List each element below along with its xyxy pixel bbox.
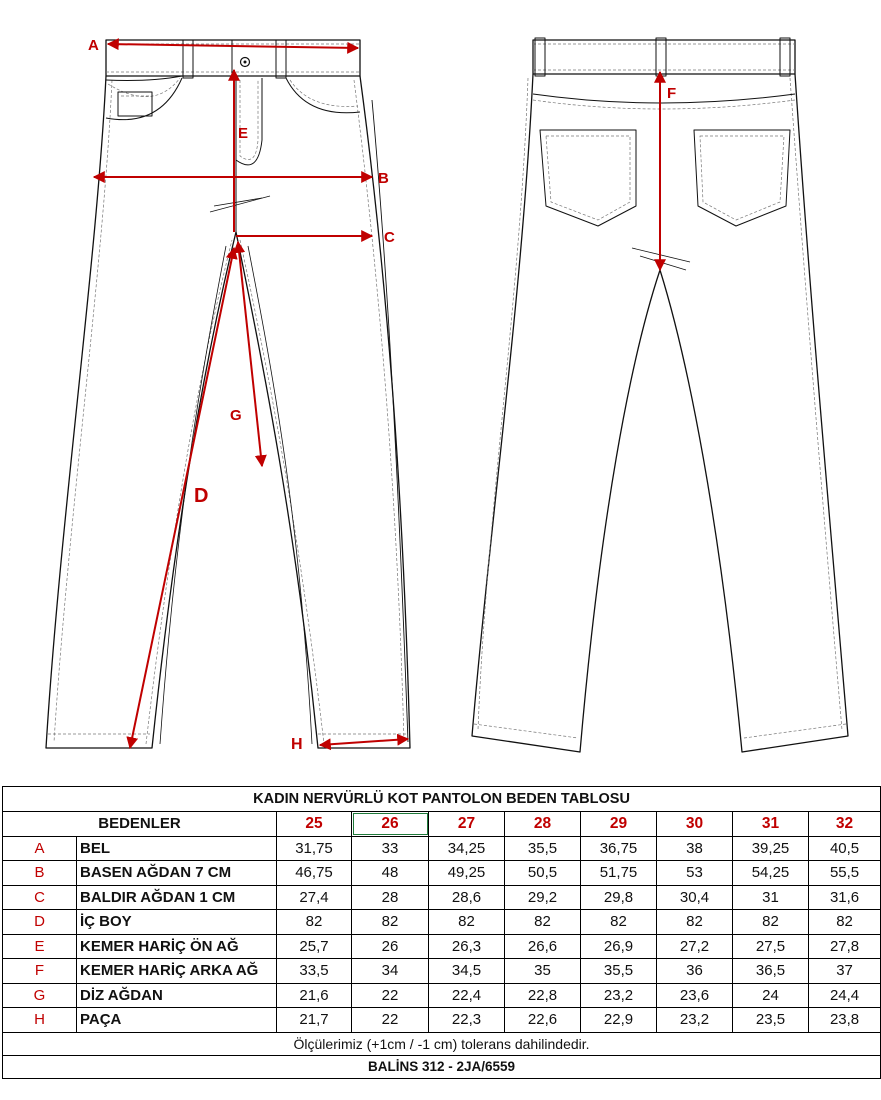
measurement-value: 22: [352, 1008, 429, 1033]
table-row: [3, 934, 881, 959]
measurement-value: 27,5: [733, 934, 809, 959]
size-header-cell: 29: [581, 812, 657, 837]
measurement-code: D: [3, 910, 77, 935]
measurement-value: 82: [429, 910, 505, 935]
table-title: KADIN NERVÜRLÜ KOT PANTOLON BEDEN TABLOSU: [3, 787, 881, 812]
back-pocket-right: [694, 130, 790, 226]
measurement-value: 24,4: [809, 983, 881, 1008]
measurement-name: BEL: [77, 836, 277, 861]
label-h: H: [291, 736, 303, 753]
measurement-value: 48: [352, 861, 429, 886]
dim-d-inseam: [130, 248, 234, 748]
measurement-value: 33: [352, 836, 429, 861]
measurement-code: H: [3, 1008, 77, 1033]
size-header-cell: 28: [505, 812, 581, 837]
back-yoke: [533, 94, 795, 103]
label-f: F: [667, 85, 677, 102]
coin-pocket: [118, 92, 152, 116]
measurement-value: 54,25: [733, 861, 809, 886]
measurement-code: B: [3, 861, 77, 886]
back-pocket-left: [540, 130, 636, 226]
measurement-value: 23,2: [657, 1008, 733, 1033]
measurement-value: 39,25: [733, 836, 809, 861]
measurement-value: 22,9: [581, 1008, 657, 1033]
measurement-value: 35: [505, 959, 581, 984]
measurement-value: 82: [277, 910, 352, 935]
measurement-name: BALDIR AĞDAN 1 CM: [77, 885, 277, 910]
measurement-value: 50,5: [505, 861, 581, 886]
measurement-value: 82: [505, 910, 581, 935]
measurement-value: 38: [657, 836, 733, 861]
dimension-lines: [94, 44, 660, 748]
measurement-value: 22,4: [429, 983, 505, 1008]
label-e: E: [238, 125, 249, 142]
measurement-code: C: [3, 885, 77, 910]
measurement-value: 21,7: [277, 1008, 352, 1033]
table-row: [3, 861, 881, 886]
dim-h-hem: [320, 739, 408, 745]
measurement-value: 53: [657, 861, 733, 886]
front-pocket-left: [106, 76, 182, 81]
size-header-cell: 32: [809, 812, 881, 837]
measurement-name: BASEN AĞDAN 7 CM: [77, 861, 277, 886]
label-d: D: [194, 485, 209, 507]
table-row: [3, 885, 881, 910]
measurement-value: 22,6: [505, 1008, 581, 1033]
size-header-cell: 31: [733, 812, 809, 837]
sizes-header-label: BEDENLER: [3, 812, 277, 837]
size-header-cell: 25: [277, 812, 352, 837]
measurement-code: A: [3, 836, 77, 861]
measurement-value: 27,2: [657, 934, 733, 959]
measurement-value: 21,6: [277, 983, 352, 1008]
measurement-name: DİZ AĞDAN: [77, 983, 277, 1008]
measurement-value: 26,6: [505, 934, 581, 959]
measurement-value: 34: [352, 959, 429, 984]
measurement-value: 36,5: [733, 959, 809, 984]
measurement-value: 27,8: [809, 934, 881, 959]
measurement-value: 28: [352, 885, 429, 910]
measurement-value: 51,75: [581, 861, 657, 886]
measurement-value: 23,8: [809, 1008, 881, 1033]
size-chart-table: [2, 786, 881, 1079]
back-waistband: [533, 40, 795, 74]
measurement-value: 40,5: [809, 836, 881, 861]
size-header-cell: 30: [657, 812, 733, 837]
measurement-value: 82: [352, 910, 429, 935]
measurement-value: 30,4: [657, 885, 733, 910]
measurement-value: 24: [733, 983, 809, 1008]
measurement-code: F: [3, 959, 77, 984]
table-row: [3, 959, 881, 984]
product-code: BALİNS 312 - 2JA/6559: [3, 1055, 881, 1078]
size-header-row: [3, 812, 881, 837]
measurement-value: 27,4: [277, 885, 352, 910]
size-header-cell: 27: [429, 812, 505, 837]
measurement-value: 34,5: [429, 959, 505, 984]
measurement-value: 82: [657, 910, 733, 935]
measurement-value: 22,8: [505, 983, 581, 1008]
measurement-value: 82: [733, 910, 809, 935]
measurement-name: PAÇA: [77, 1008, 277, 1033]
dim-a-waist: [108, 44, 358, 48]
measurement-value: 31: [733, 885, 809, 910]
front-pocket-right: [286, 78, 360, 113]
measurement-code: E: [3, 934, 77, 959]
measurement-value: 26,9: [581, 934, 657, 959]
measurement-value: 34,25: [429, 836, 505, 861]
table-row: [3, 910, 881, 935]
measurement-value: 29,2: [505, 885, 581, 910]
measurement-value: 35,5: [505, 836, 581, 861]
measurement-value: 29,8: [581, 885, 657, 910]
measurement-value: 82: [581, 910, 657, 935]
measurement-value: 33,5: [277, 959, 352, 984]
measurement-value: 23,2: [581, 983, 657, 1008]
tolerance-note: Ölçülerimiz (+1cm / -1 cm) tolerans dahilindedir.: [3, 1032, 881, 1055]
table-row: [3, 983, 881, 1008]
measurement-value: 26,3: [429, 934, 505, 959]
measurement-value: 23,5: [733, 1008, 809, 1033]
measurement-name: İÇ BOY: [77, 910, 277, 935]
measurement-value: 36: [657, 959, 733, 984]
dimension-labels: [88, 37, 676, 753]
measurement-value: 31,75: [277, 836, 352, 861]
label-b: B: [378, 170, 389, 187]
measurement-value: 31,6: [809, 885, 881, 910]
dim-g-knee: [238, 242, 262, 466]
table-row: [3, 1008, 881, 1033]
front-view: [46, 40, 410, 748]
label-g: G: [230, 407, 242, 424]
measurement-value: 46,75: [277, 861, 352, 886]
label-c: C: [384, 229, 395, 246]
measurement-code: G: [3, 983, 77, 1008]
measurement-value: 49,25: [429, 861, 505, 886]
table-row: [3, 836, 881, 861]
size-header-cell: 26: [352, 812, 429, 837]
measurement-value: 22: [352, 983, 429, 1008]
measurement-value: 35,5: [581, 959, 657, 984]
label-a: A: [88, 37, 99, 54]
measurement-name: KEMER HARİÇ ARKA AĞ: [77, 959, 277, 984]
measurement-value: 55,5: [809, 861, 881, 886]
measurement-value: 82: [809, 910, 881, 935]
measurement-name: KEMER HARİÇ ÖN AĞ: [77, 934, 277, 959]
measurement-value: 25,7: [277, 934, 352, 959]
measurement-value: 36,75: [581, 836, 657, 861]
measurement-value: 37: [809, 959, 881, 984]
measurement-value: 26: [352, 934, 429, 959]
measurement-value: 28,6: [429, 885, 505, 910]
measurement-value: 23,6: [657, 983, 733, 1008]
measurement-value: 22,3: [429, 1008, 505, 1033]
